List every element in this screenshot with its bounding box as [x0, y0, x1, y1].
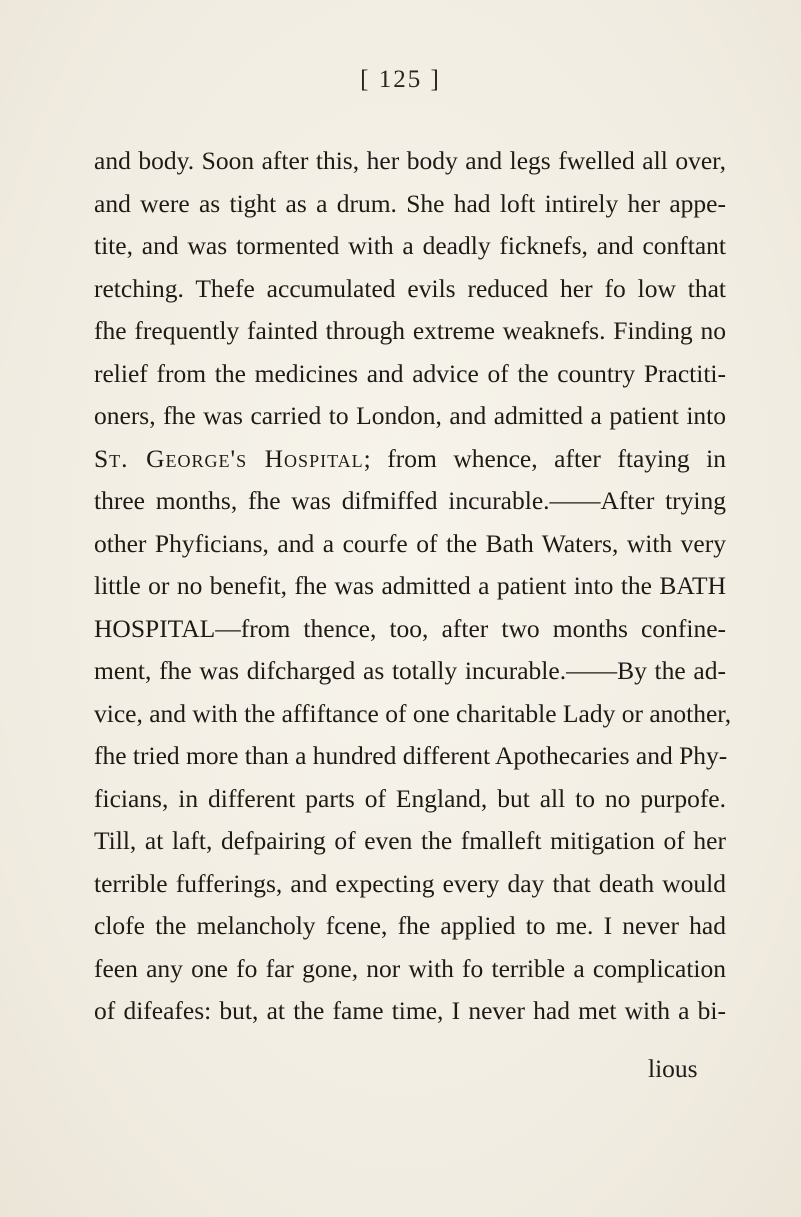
text-line: fhe frequently fainted through extreme weaknefs. Finding no — [94, 316, 726, 345]
hospital-name: St. George's Hospital — [94, 443, 364, 473]
text-line: little or no benefit, fhe was admitted a patient into the BATH — [94, 571, 726, 600]
text-line: ment, fhe was difcharged as totally incurable.——By the ad- — [94, 656, 726, 685]
text-line: oners, fhe was carried to London, and admitted a patient into — [94, 401, 726, 430]
text-line: and body. Soon after this, her body and legs fwelled all over, — [94, 146, 726, 175]
text-line: relief from the medicines and advice of the country Practiti- — [94, 358, 726, 388]
text-line: of difeafes: but, at the fame time, I never had met with a bi- — [94, 996, 726, 1025]
text-line: and were as tight as a drum. She had loft intirely her appe- — [94, 188, 726, 218]
catchword: lious — [648, 1054, 698, 1083]
text-line: terrible fufferings, and expecting every day that death would — [94, 868, 726, 898]
text-line: three months, fhe was difmiffed incurable.——After trying — [94, 486, 726, 515]
text-line: retching. Thefe accumulated evils reduced her fo low that — [94, 273, 726, 303]
text-line: clofe the melancholy fcene, fhe applied to me. I never had — [94, 911, 726, 940]
text-line: Till, at laft, defpairing of even the fmalleft mitigation of her — [94, 826, 726, 855]
text-line: ficians, in different parts of England, but all to no purpofe. — [94, 783, 726, 813]
page-number-header: [ 125 ] — [360, 66, 441, 93]
text-line: other Phyficians, and a courfe of the Bath Waters, with very — [94, 528, 726, 558]
text-line: feen any one fo far gone, nor with fo terrible a complication — [94, 953, 726, 983]
text-line: tite, and was tormented with a deadly ficknefs, and conftant — [94, 231, 726, 260]
text-line: HOSPITAL—from thence, too, after two months confine- — [94, 613, 726, 643]
text-line: vice, and with the affiftance of one charitable Lady or another, — [94, 698, 732, 728]
text-line — [94, 438, 726, 481]
text-line: fhe tried more than a hundred different Apothecaries and Phy- — [94, 741, 728, 770]
text-line-rest: ; from whence, after ftaying in — [363, 443, 726, 473]
body-text — [94, 140, 732, 1033]
